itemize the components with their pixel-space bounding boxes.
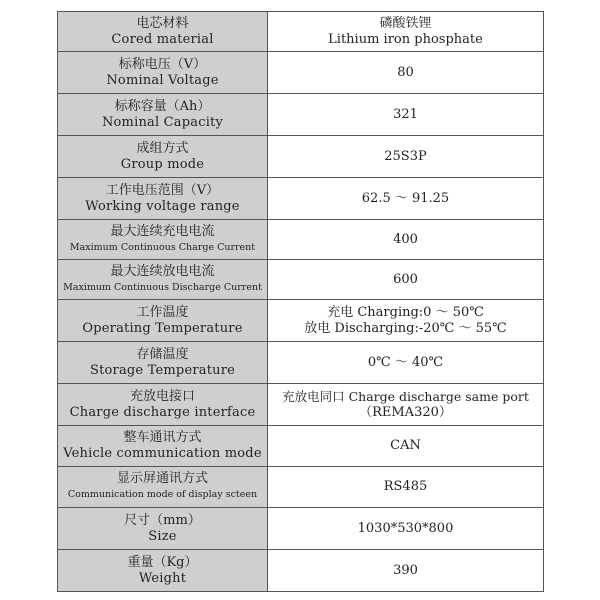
row-value [268,342,544,384]
row-value [268,12,544,52]
label-zh: 充放电接口 [129,388,195,404]
table-row [58,178,544,220]
value-line: 80 [397,64,414,80]
label-zh: 显示屏通讯方式 [116,471,208,486]
value-line: 充放电同口 Charge discharge same port [282,388,529,404]
label-zh: 存储温度 [136,346,189,362]
label-en: Nominal Capacity [101,114,224,130]
row-value [268,220,544,260]
table-row [58,508,544,550]
label-zh: 电芯材料 [136,15,189,31]
table-row [58,300,544,342]
row-value [268,550,544,592]
label-en: Weight [138,570,187,586]
table-row [58,136,544,178]
value-line: 62.5 ～ 91.25 [361,190,450,206]
table-row [58,260,544,300]
value-line: Lithium iron phosphate [328,31,483,47]
row-value [268,467,544,508]
label-zh: 最大连续放电电流 [110,263,215,279]
label-en: Charge discharge interface [69,404,256,420]
label-zh: 尺寸（mm） [124,512,201,528]
row-value [268,136,544,178]
label-en: Operating Temperature [82,320,243,336]
row-label [58,467,268,508]
label-zh: 标称容量（Ah） [114,98,211,114]
value-line: （REMA320） [359,404,452,420]
table-row [58,12,544,52]
value-line: 1030*530*800 [357,520,454,536]
row-label [58,342,268,384]
row-value [268,94,544,136]
row-value [268,300,544,342]
table-row [58,342,544,384]
label-zh: 最大连续充电电流 [110,223,215,239]
table-row [58,94,544,136]
table-row [58,220,544,260]
label-en: Maximum Continuous Charge Current [69,241,256,253]
label-en: Maximum Continuous Discharge Current [63,281,262,293]
row-label [58,52,268,94]
label-zh: 重量（Kg） [127,554,198,570]
row-value [268,384,544,426]
label-zh: 标称电压（V） [118,56,207,72]
value-line: 600 [393,271,418,287]
value-line: 25S3P [384,148,427,164]
value-line: CAN [390,438,421,453]
value-line: 充电 Charging:0 ～ 50℃ [327,304,484,320]
row-value [268,426,544,467]
row-value [268,178,544,220]
label-en: Communication mode of display scteen [67,489,258,500]
row-label [58,136,268,178]
label-en: Working voltage range [85,198,240,214]
row-label [58,260,268,300]
value-line: 磷酸铁锂 [379,15,432,31]
label-en: Storage Temperature [89,362,236,378]
value-line: 放电 Discharging:-20℃ ～ 55℃ [304,320,507,336]
value-line: 390 [393,562,418,578]
row-label [58,508,268,550]
row-label [58,220,268,260]
label-en: Group mode [120,156,205,172]
row-label [58,94,268,136]
row-value [268,260,544,300]
label-zh: 工作温度 [136,304,189,320]
table-row [58,467,544,508]
table-row [58,550,544,592]
table-row [58,384,544,426]
row-label [58,426,268,467]
value-line: 400 [393,231,418,247]
label-zh: 工作电压范围（V） [105,182,220,198]
table-row [58,52,544,94]
row-label [58,12,268,52]
spec-table [57,11,544,592]
label-en: Vehicle communication mode [63,446,262,461]
value-line: 0℃ ～ 40℃ [367,354,444,370]
table-row [58,426,544,467]
label-en: Nominal Voltage [106,72,219,88]
value-line: 321 [393,106,418,122]
value-line: RS485 [383,479,428,494]
row-value [268,508,544,550]
row-label [58,384,268,426]
label-zh: 整车通讯方式 [123,430,202,445]
row-label [58,300,268,342]
row-value [268,52,544,94]
label-en: Cored material [111,31,214,47]
label-zh: 成组方式 [136,140,189,156]
row-label [58,178,268,220]
label-en: Size [148,528,177,544]
row-label [58,550,268,592]
